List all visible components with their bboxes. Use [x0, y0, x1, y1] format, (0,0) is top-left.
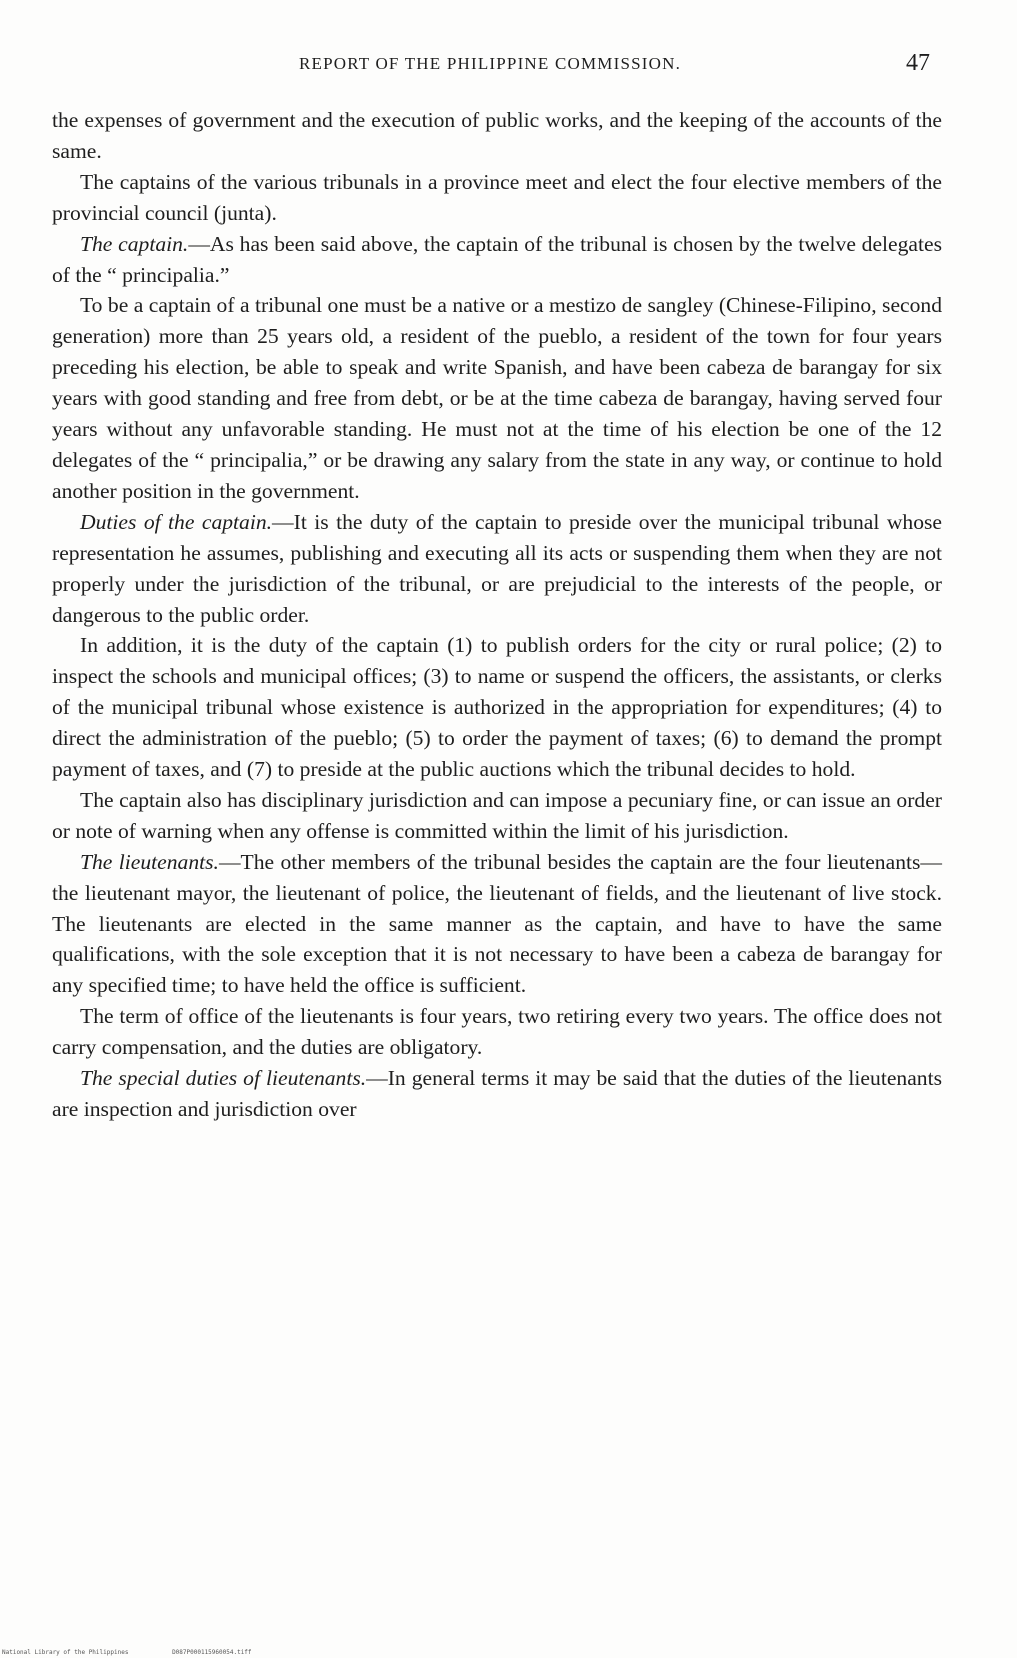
paragraph-text: The captains of the various tribunals in a province meet and elect the four elective members of the provincial council (junta). — [52, 169, 942, 225]
section-heading: The captain. — [80, 231, 189, 256]
paragraph — [52, 290, 942, 506]
paragraph — [52, 785, 942, 847]
paragraph-text: the expenses of government and the execution of public works, and the keeping of the accounts of the same. — [52, 108, 942, 163]
paragraph-text: —It is the duty of the captain to preside over the municipal tribunal whose representation he assumes, publishing and executing all its acts or suspending them when they are not properly under the jurisdiction of the tribunal, or are prejudicial to the interests of the people, or dangerous to the public order. — [52, 509, 943, 627]
paragraph — [52, 167, 942, 229]
paragraph-text: —In general terms it may be said that the duties of the lieutenants are inspection and jurisdiction over — [52, 1066, 942, 1121]
paragraph-text: The term of office of the lieutenants is four years, two retiring every two years. The office does not carry compensation, and the duties are obligatory. — [52, 1004, 942, 1060]
paragraph-text: To be a captain of a tribunal one must be a native or a mestizo de sangley (Chinese-Filipino, second generation) more than 25 years old, a resident of the pueblo, a resident of the town for four years preceding his election, be able to speak and write Spanish, and have been cabeza de barangay for six years with good standing and free from debt, or be at the time cabeza de barangay, having served four years without any unfavorable standing. He must not at the time of his election be one of the 12 delegates of the “ principalia,” or be drawing any salary from the state in any way, or continue to hold another position in the government. — [52, 293, 942, 503]
paragraph — [52, 847, 942, 1002]
paragraph-text: In addition, it is the duty of the captain (1) to publish orders for the city or rural police; (2) to inspect the schools and municipal offices; (3) to name or suspend the officers, the assistants, or clerks of the municipal tribunal whose existence is authorized in the appropriation for expenditures; (4) to direct the administration of the pueblo; (5) to order the payment of taxes; (6) to demand the prompt payment of taxes, and (7) to preside at the public auctions which the tribunal decides to hold. — [52, 633, 942, 782]
paragraph — [52, 1063, 942, 1125]
paragraph — [52, 229, 942, 291]
paragraph-text: —The other members of the tribunal besides the captain are the four lieutenants—the lieutenant mayor, the lieutenant of police, the lieutenant of fields, and the lieutenant of live stock. The lieutenants are elected in the same manner as the captain, and have to have the same qualifications, with the sole exception that it is not necessary to have been a cabeza de barangay for any specified time; to have held the office is sufficient. — [52, 849, 942, 998]
library-credit: National Library of the Philippines — [2, 1649, 129, 1656]
section-heading: The lieutenants. — [80, 849, 219, 874]
paragraph — [52, 630, 942, 785]
page-header — [50, 50, 930, 80]
running-head: REPORT OF THE PHILIPPINE COMMISSION. — [298, 54, 682, 73]
file-name: D087P000115960054.tiff — [172, 1649, 252, 1656]
section-heading: The special duties of lieutenants. — [80, 1066, 367, 1091]
paragraph — [52, 507, 942, 631]
paragraph-text: —As has been said above, the captain of the tribunal is chosen by the twelve delegates of the “ principalia.” — [52, 231, 942, 287]
paragraph — [52, 105, 942, 167]
paragraph — [52, 1001, 942, 1063]
section-heading: Duties of the captain. — [80, 509, 273, 534]
page-number: 47 — [906, 50, 930, 76]
body-text — [52, 105, 942, 1125]
paragraph-text: The captain also has disciplinary jurisdiction and can impose a pecuniary fine, or can issue an order or note of warning when any offense is committed within the limit of his jurisdiction. — [52, 787, 942, 843]
scan-footer — [2, 1649, 292, 1656]
